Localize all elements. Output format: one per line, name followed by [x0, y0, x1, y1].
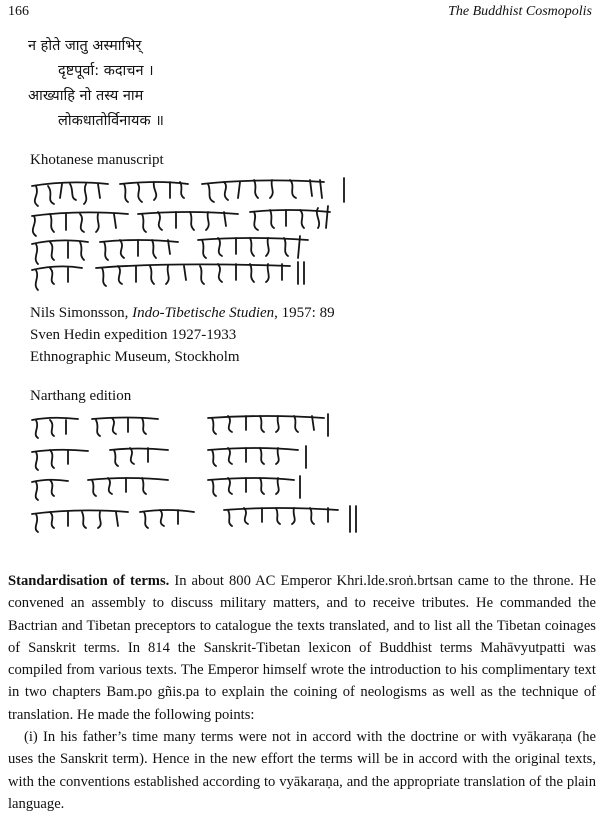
verse-line: आख्याहि नो तस्य नाम: [28, 88, 144, 104]
source-expedition: Sven Hedin expedition 1927-1933: [30, 327, 237, 343]
section-heading: Standardisation of terms.: [8, 573, 170, 589]
verse-line: लोकधातोर्विनायक ॥: [58, 113, 164, 129]
source-citation: [30, 302, 335, 324]
body-text: [8, 570, 596, 815]
source-author: Nils Simonsson,: [30, 305, 133, 321]
khotanese-manuscript-image: [28, 172, 368, 290]
narthang-edition-image: [28, 410, 368, 552]
narthang-caption: Narthang edition: [30, 388, 132, 404]
source-year-page: , 1957: 89: [274, 305, 335, 321]
source-museum: Ethnographic Museum, Stockholm: [30, 349, 240, 365]
sanskrit-verse: [28, 34, 164, 134]
point-item: (i) In his father’s time many terms were not in accord with the doctrine or with vyākaraṇa (he uses the Sanskrit term). Hence in the new effort the terms will be in accord with the original texts, with the conventions established according to vyākaraṇa, and the appropriate translation of the plain language.: [8, 729, 596, 812]
source-work: Indo-Tibetische Studien: [132, 305, 275, 321]
page-number: 166: [8, 4, 29, 19]
verse-line: न होते जातु अस्माभिर्: [28, 38, 142, 54]
running-title: The Buddhist Cosmopolis: [448, 4, 592, 19]
verse-line: दृष्टपूर्वा: कदाचन ।: [58, 63, 154, 79]
paragraph: [8, 570, 596, 726]
source-block: [30, 302, 335, 368]
paragraph-text: In about 800 AC Emperor Khri.lde.sroṅ.brtsan came to the throne. He convened an assembly to discuss military matters, and to receive tributes. He commanded the Bactrian and Tibetan preceptors to catalogue the texts translated, and to list all the Tibetan coinages of Sanskrit terms. In 814 the Sanskrit-Tibetan lexicon of Buddhist terms Mahāvyutpatti was compiled from various texts. The Emperor himself wrote the introduction to his complimentary text in two chapters Bam.po gñis.pa to explain the coining of neologisms as well as the technique of translation. He made the following points:: [8, 573, 596, 723]
khotanese-caption: Khotanese manuscript: [30, 152, 164, 168]
